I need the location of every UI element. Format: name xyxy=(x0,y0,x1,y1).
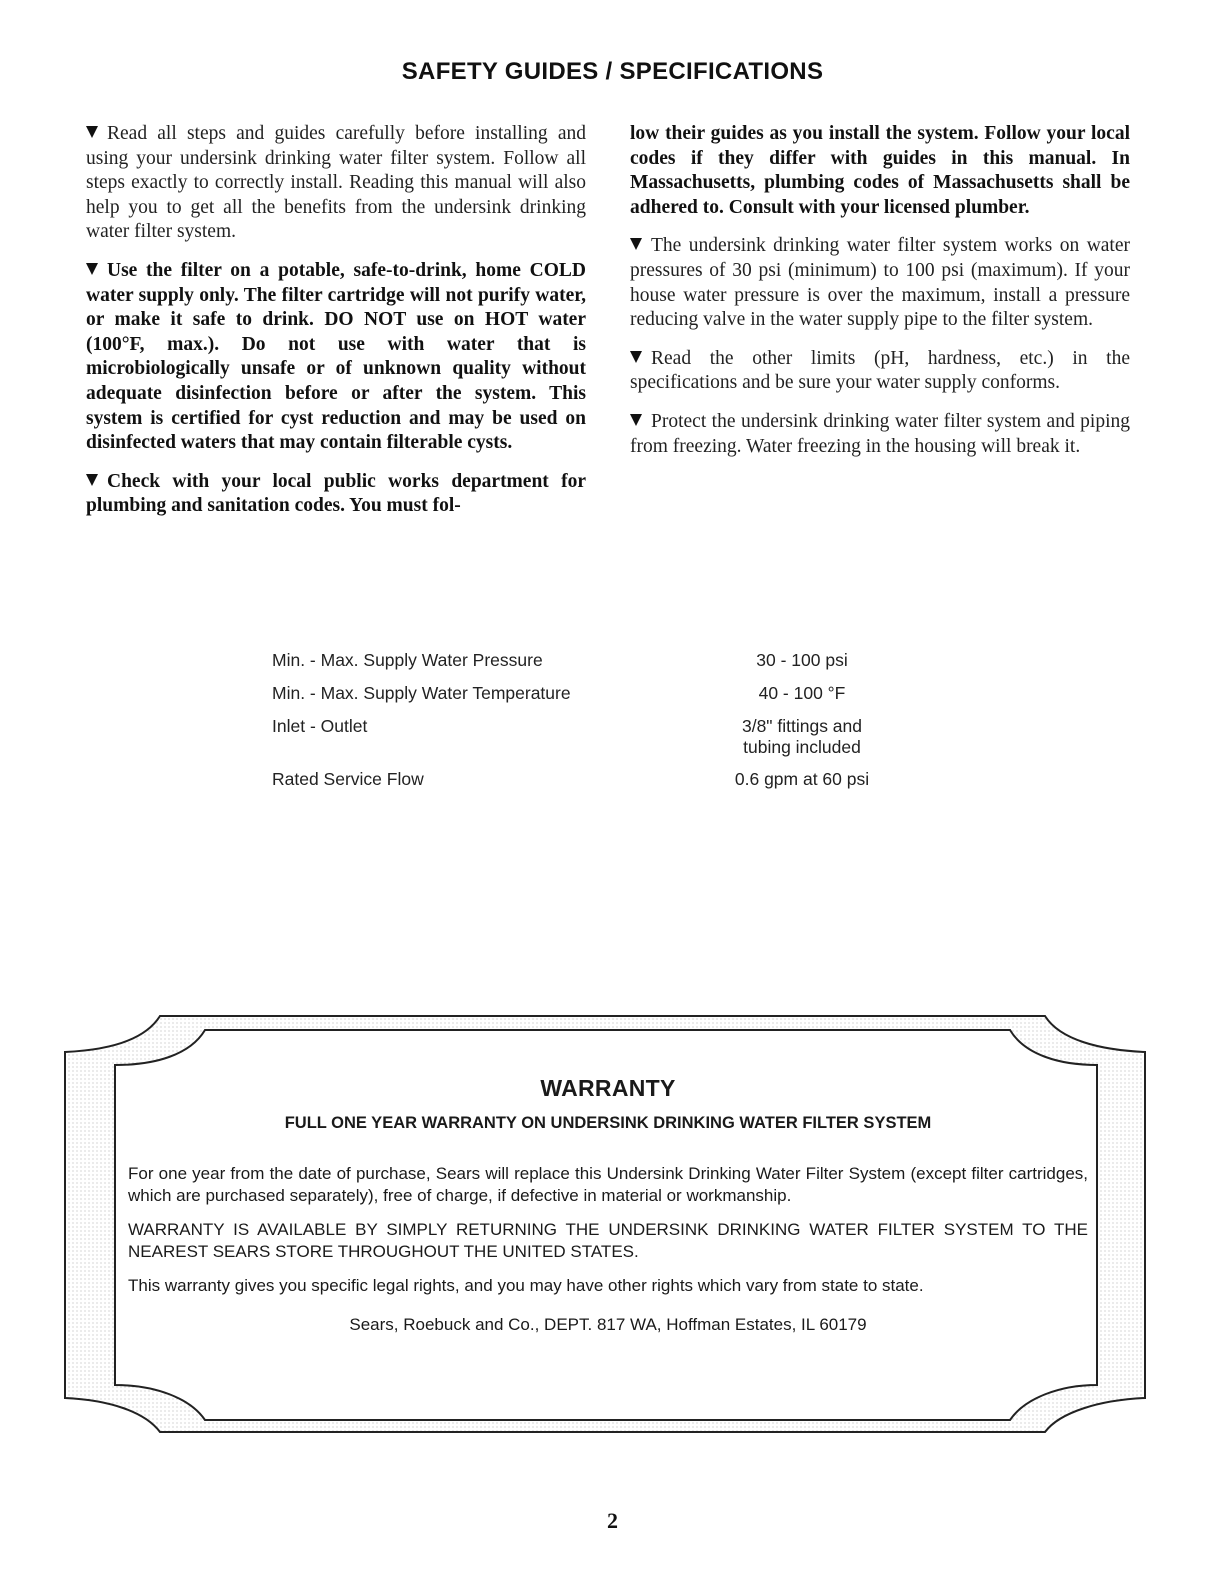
guide-local-codes-text-end: low their guides as you install the system. Follow your local codes if they differ with guides in this manual. In Massachusetts, plumbing codes of Massachusetts shall be adhered to. Consult with your licensed plumber. xyxy=(630,123,1130,218)
warranty-section xyxy=(128,1075,1088,1352)
warranty-return-text: WARRANTY IS AVAILABLE BY SIMPLY RETURNING THE UNDERSINK DRINKING WATER FILTER SYSTEM TO THE NEAREST SEARS STORE THROUGHOUT THE UNITED STATES. xyxy=(128,1220,1088,1261)
guide-read-steps xyxy=(86,122,586,245)
guide-potable-water-text: Use the filter on a potable, safe-to-drink, home COLD water supply only. The filter cartridge will not purify water, or make it safe to drink. DO NOT use on HOT water (100°F, max.). Do not use with water that is microbiologically unsafe or of unknown quality without adequate disinfection before or after the system. This system is certified for cyst reduction and may be used on disinfected waters that may contain filterable cysts. xyxy=(86,259,586,454)
spec-value: 0.6 gpm at 60 psi xyxy=(734,769,870,789)
spec-value: 3/8" fittings and tubing included xyxy=(741,716,863,757)
warranty-address: Sears, Roebuck and Co., DEPT. 817 WA, Hoffman Estates, IL 60179 xyxy=(349,1315,867,1334)
guide-other-limits-text: Read the other limits (pH, hardness, etc.) in the specifications and be sure your water supply conforms. xyxy=(630,347,1130,394)
spec-row xyxy=(272,716,912,769)
spec-row xyxy=(272,769,912,802)
spec-row xyxy=(272,683,912,716)
page-number: 2 xyxy=(607,1508,618,1533)
guide-local-codes-text-start: Check with your local public works department for plumbing and sanitation codes. You must fol- xyxy=(86,470,586,517)
guide-freezing-text: Protect the undersink drinking water filter system and piping from freezing. Water freezing in the housing will break it. xyxy=(630,410,1130,457)
page-title: SAFETY GUIDES / SPECIFICATIONS xyxy=(401,58,824,85)
guides-left-column xyxy=(86,122,586,533)
spec-label: Rated Service Flow xyxy=(272,769,424,789)
triangle-bullet-icon xyxy=(86,263,98,275)
warranty-rights-text: This warranty gives you specific legal rights, and you may have other rights which vary from state to state. xyxy=(128,1276,924,1295)
spec-row xyxy=(272,650,912,683)
triangle-bullet-icon xyxy=(86,474,98,486)
spec-value: 40 - 100 °F xyxy=(758,683,846,703)
triangle-bullet-icon xyxy=(86,126,98,138)
guide-water-pressure-text: The undersink drinking water filter system works on water pressures of 30 psi (minimum) to 100 psi (maximum). If your house water pressure is over the maximum, install a pressure reducing valve in the water supply pipe to the filter system. xyxy=(630,235,1130,331)
warranty-title: WARRANTY xyxy=(540,1075,676,1101)
triangle-bullet-icon xyxy=(630,238,642,250)
spec-label: Min. - Max. Supply Water Pressure xyxy=(272,650,543,670)
guide-potable-water xyxy=(86,259,586,456)
specifications-table xyxy=(272,650,912,802)
warranty-coverage-text: For one year from the date of purchase, Sears will replace this Undersink Drinking Water Filter System (except filter cartridges, which are purchased separately), free of charge, if defective in material or workmanship. xyxy=(128,1164,1088,1205)
spec-label: Min. - Max. Supply Water Temperature xyxy=(272,683,571,703)
warranty-subtitle: FULL ONE YEAR WARRANTY ON UNDERSINK DRINKING WATER FILTER SYSTEM xyxy=(284,1114,932,1132)
guide-local-codes-start xyxy=(86,470,586,519)
spec-value: 30 - 100 psi xyxy=(756,650,848,670)
guide-read-steps-text: Read all steps and guides carefully before installing and using your undersink drinking water filter system. Follow all steps exactly to correctly install. Reading this manual will also help you to get all the benefits from the undersink drinking water filter system. xyxy=(86,123,586,243)
triangle-bullet-icon xyxy=(630,351,642,363)
guide-water-pressure xyxy=(630,234,1130,332)
guides-right-column xyxy=(630,122,1130,473)
spec-label: Inlet - Outlet xyxy=(272,716,368,736)
guide-other-limits xyxy=(630,347,1130,396)
triangle-bullet-icon xyxy=(630,414,642,426)
guide-local-codes-continued xyxy=(630,122,1130,220)
guide-freezing xyxy=(630,410,1130,459)
